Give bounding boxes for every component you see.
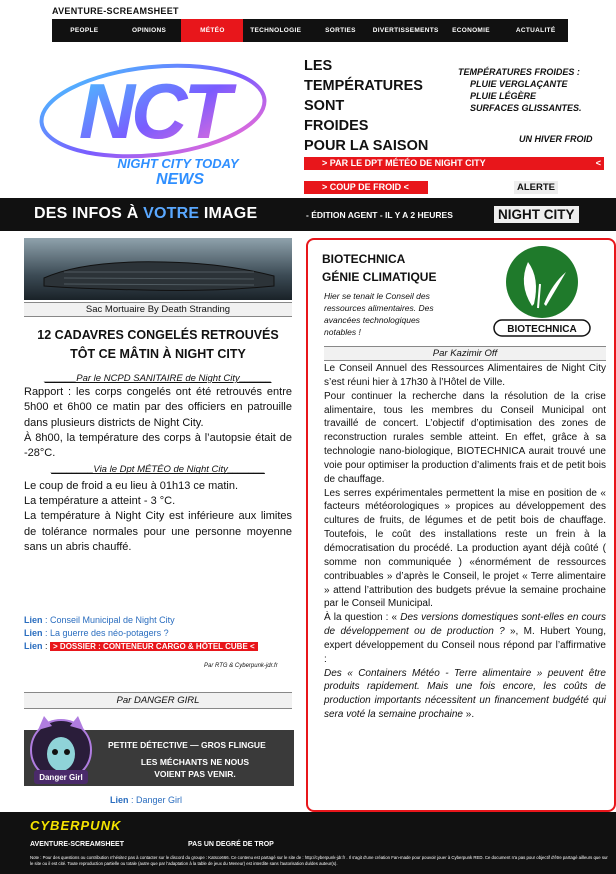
link-dossier[interactable]: Lien : > DOSSIER : CONTENEUR CARGO & HÔTEL CUBE <	[24, 640, 292, 653]
banner-title: DES INFOS À VOTRE IMAGE	[34, 205, 258, 222]
right-article-body: Le Conseil Annuel des Ressources Alimentaires de Night City s’est réuni hier à 17h30 à l’Hôtel de Ville. Pour continuer la recherche dans la résolution de la crise alimentaire, tous les membres du Conseil Municipal ont travaillé de concert. L’objectif d’optimisation des zones de reconstruction rurales semble atteint. En effet, grâce à sa technologie nano-biologique, BIOTECHNICA aurait trouvé une voie pour optimiser la production d’aliments frais et de petit bois de chauffage. Les serres expérimentales permettent la mise en position de « facteurs météorologiques » propices au développement des cultures de fruits, de légumes et de petit bois de chauffage. Toutefois, le coût des installations reste un frein à la démocratisation du procédé. La production ayant déjà coûté ( somme non communiquée ) «énormément de ressources contribuables » d’après le Conseil, le projet « Terre alimentaire » attend l’attribution des budgets prévue la semaine prochaine par le Conseil Municipal. À la question : « Des versions domestiques sont-elles en cours de développement ou de production ? », M. Hubert Young, expert développement du Conseil nous répond par l’affirmative : Des « Containers Météo - Terre alimentaire » peuvent être produits rapidement. Mais une fois encore, les coûts de production importants nécessitent un financement budgété qui sera voté la semaine prochaine ».	[324, 363, 606, 721]
danger-girl-logo	[24, 712, 98, 796]
nav-meteo[interactable]: MÉTÉO	[181, 19, 243, 42]
alerte-badge: ALERTE	[514, 181, 558, 194]
footer	[0, 812, 616, 874]
logo-line2: NEWS	[156, 171, 204, 186]
footer-site: AVENTURE-SCREAMSHEET	[30, 841, 124, 848]
nav-opinions[interactable]: OPINIONS	[131, 27, 167, 34]
danger-girl-header: Par DANGER GIRL	[24, 692, 292, 709]
left-article-body: Rapport : les corps congelés ont été retrouvés entre 5h00 et 6h00 ce matin par des officiers en patrouille dans plusieurs districts de Night City. À 8h00, la température des corps à l’autopsie était de -28°C. ________Via le Dpt MÉTÉO de Night City_______ Le coup de froid a eu lieu à 01h13 ce matin. La température a atteint - 3 °C. La température à Night City est inférieure aux limites de tolérance normales pour une personne moyenne sans un abris chauffé.	[24, 386, 292, 553]
biotechnica-logo	[488, 244, 596, 340]
nav-sorties[interactable]: SORTIES	[325, 27, 356, 34]
logo-big: NCT	[78, 67, 228, 155]
city-label: NIGHT CITY	[494, 206, 579, 223]
footer-slogan: PAS UN DEGRÉ DE TROP	[188, 841, 274, 848]
svg-text:BIOTECHNICA: BIOTECHNICA	[507, 324, 577, 335]
photo-caption: Sac Mortuaire By Death Stranding	[24, 302, 292, 317]
right-intro: Hier se tenait le Conseil des ressources alimentaires. Des avancées technologiques notables !	[324, 291, 434, 337]
main-nav	[52, 19, 568, 42]
temperature-box: TEMPÉRATURES FROIDES : PLUIE VERGLAÇANTE PLUIE LÉGÈRE SURFACES GLISSANTES.	[458, 67, 582, 113]
nav-technologie[interactable]: TECHNOLOGIE	[250, 27, 302, 34]
nav-actualite[interactable]: ACTUALITÉ	[515, 27, 556, 34]
svg-text:Danger Girl: Danger Girl	[39, 773, 83, 782]
left-article-title: 12 CADAVRES CONGELÉS RETROUVÉS TÔT CE MÂTIN À NIGHT CITY	[37, 328, 279, 361]
meteo-dept-bar: > PAR LE DPT MÉTÉO DE NIGHT CITY <	[304, 157, 604, 170]
nct-logo	[28, 56, 278, 186]
link-conseil[interactable]: Lien : Conseil Municipal de Night City	[24, 615, 175, 625]
left-byline-1: ______Par le NCPD SANITAIRE de Night City______	[44, 373, 272, 384]
right-author: Par Kazimir Off	[324, 346, 606, 361]
left-links	[24, 614, 292, 653]
dg-tagline: PETITE DÉTECTIVE — GROS FLINGUE	[108, 740, 266, 750]
right-article-title: BIOTECHNICA GÉNIE CLIMATIQUE	[322, 252, 437, 284]
banner	[0, 198, 616, 231]
link-neo-potagers[interactable]: Lien : La guerre des néo-potagers ?	[24, 628, 169, 638]
footer-note: Note : Pour des questions ou contribution n'hésitez pas à contacter sur le discord du groupe : Katsco666. Ce contenu est partagé sur le site de : http://cyberpunk-jdr.fr . Il s'agit d'une création Fan-made pour pouvoir jouer à Cyberpunk RED. Ce document n'a pas pour objectif d'être partagé ailleurs que sur le site ou il est cité. Toute reproduction partielle ou totale (autre que par l'adaptation à la table de jeux du Meneur) est interdite sans l'autorisation du/des auteur(s).	[30, 855, 608, 866]
nav-economie[interactable]: ECONOMIE	[452, 27, 490, 34]
hiver-label: UN HIVER FROID	[519, 134, 593, 144]
credit: Par RTG & Cyberpunk-jdr.fr	[204, 663, 278, 669]
link-danger-girl[interactable]: Lien : Danger Girl	[110, 795, 183, 805]
nav-divertissements[interactable]: DIVERTISSEMENTS	[372, 27, 439, 34]
cyberpunk-logo: CYBERPUNK	[30, 818, 122, 833]
dg-subline: LES MÉCHANTS NE NOUS VOIENT PAS VENIR.	[140, 757, 250, 779]
nav-people[interactable]: PEOPLE	[70, 27, 99, 34]
edition-label: - ÉDITION AGENT - IL Y A 2 HEURES	[306, 210, 453, 220]
coup-de-froid-bar: > COUP DE FROID <	[304, 181, 428, 194]
logo-line1: NIGHT CITY TODAY	[117, 156, 239, 171]
body-bag-photo	[24, 238, 292, 300]
main-headline: LES TEMPÉRATURES SONT FROIDES POUR LA SAISON	[304, 58, 429, 154]
site-name: AVENTURE-SCREAMSHEET	[52, 6, 179, 16]
